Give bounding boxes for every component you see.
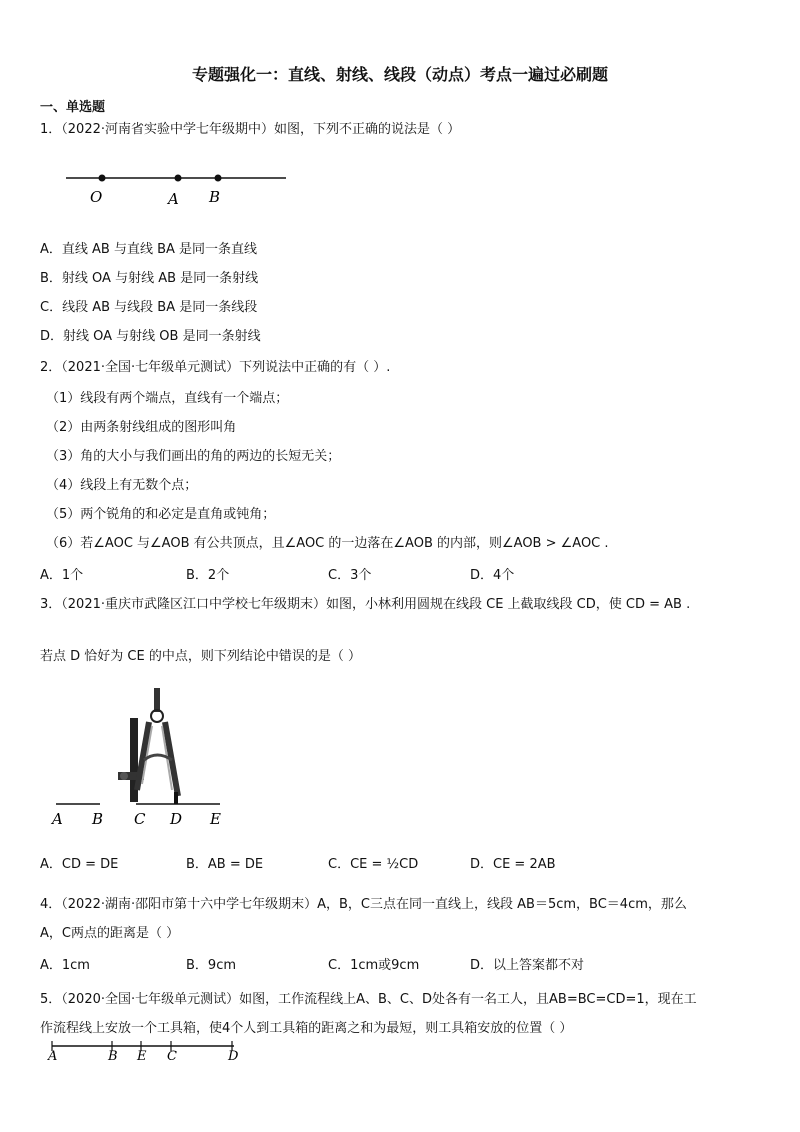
q5-label-d: D xyxy=(228,1049,239,1064)
q5-label-a: A xyxy=(48,1049,58,1064)
q5-stem-2: 作流程线上安放一个工具箱，使4个人到工具箱的距离之和为最短，则工具箱安放的位置（ ） xyxy=(40,1021,573,1036)
q4-option-c: C．1cm或9cm xyxy=(328,958,420,973)
q3-stem-2: 若点 D 恰好为 CE 的中点，则下列结论中错误的是（ ） xyxy=(40,649,361,664)
q2-item-1: （1）线段有两个端点，直线有一个端点； xyxy=(46,391,289,406)
q1-option-b: B．射线 OA 与射线 AB 是同一条射线 xyxy=(40,271,259,286)
q2-option-b: B．2个 xyxy=(186,568,230,583)
q2-option-d: D．4个 xyxy=(470,568,515,583)
q3-option-d: D．CE = 2AB xyxy=(470,857,556,872)
q3-label-d: D xyxy=(170,810,183,828)
q1-label-b: B xyxy=(209,188,221,206)
q1-option-d: D．射线 OA 与射线 OB 是同一条射线 xyxy=(40,329,261,344)
q2-item-3: （3）角的大小与我们画出的角的两边的长短无关； xyxy=(46,449,341,464)
q1-figure xyxy=(60,160,300,210)
q2-option-a: A．1个 xyxy=(40,568,84,583)
q2-item-6: （6）若∠AOC 与∠AOB 有公共顶点，且∠AOC 的一边落在∠AOB 的内部，则∠AOB > ∠AOC . xyxy=(46,536,609,551)
q3-label-c: C xyxy=(134,810,146,828)
q1-point-o xyxy=(99,175,106,182)
q2-item-4: （4）线段上有无数个点； xyxy=(46,478,198,493)
q1-label-o: O xyxy=(90,188,103,206)
q3-stem: 3．（2021·重庆市武隆区江口中学校七年级期末）如图，小林利用圆规在线段 CE 上截取线段 CD，使 CD = AB . xyxy=(40,597,691,612)
q4-option-b: B．9cm xyxy=(186,958,237,973)
q3-figure xyxy=(44,680,234,830)
q5-figure xyxy=(44,1038,244,1066)
q1-option-a: A．直线 AB 与直线 BA 是同一条直线 xyxy=(40,242,258,257)
q1-point-b xyxy=(215,175,222,182)
compass-icon xyxy=(118,688,178,804)
q5-stem: 5．（2020·全国·七年级单元测试）如图，工作流程线上A、B、C、D处各有一名工人，且AB=BC=CD=1，现在工 xyxy=(40,992,697,1007)
q3-option-c: C．CE = ½CD xyxy=(328,857,419,872)
q1-label-a: A xyxy=(168,190,179,208)
q3-label-e: E xyxy=(210,810,221,828)
q3-option-a: A．CD = DE xyxy=(40,857,119,872)
q1-stem: 1．（2022·河南省实验中学七年级期中）如图，下列不正确的说法是（ ） xyxy=(40,122,461,137)
q3-label-b: B xyxy=(92,810,104,828)
q1-point-a xyxy=(175,175,182,182)
q4-option-d: D．以上答案都不对 xyxy=(470,958,585,973)
q2-item-5: （5）两个锐角的和必定是直角或钝角； xyxy=(46,507,276,522)
page-title: 专题强化一：直线、射线、线段（动点）考点一遍过必刷题 xyxy=(191,65,608,84)
q2-stem: 2．（2021·全国·七年级单元测试）下列说法中正确的有（ ）. xyxy=(40,360,391,375)
q1-option-c: C．线段 AB 与线段 BA 是同一条线段 xyxy=(40,300,258,315)
section-heading: 一、单选题 xyxy=(40,100,106,115)
q5-label-c: C xyxy=(167,1049,177,1064)
q4-stem: 4．（2022·湖南·邵阳市第十六中学七年级期末）A，B，C三点在同一直线上，线段 AB＝5cm，BC＝4cm，那么 xyxy=(40,897,687,912)
q4-stem-2: A，C两点的距离是（ ） xyxy=(40,926,180,941)
q5-label-e: E xyxy=(137,1049,147,1064)
q4-option-a: A．1cm xyxy=(40,958,90,973)
q5-label-b: B xyxy=(108,1049,118,1064)
q2-option-c: C．3个 xyxy=(328,568,372,583)
q3-option-b: B．AB = DE xyxy=(186,857,264,872)
q2-item-2: （2）由两条射线组成的图形叫角 xyxy=(46,420,237,435)
q3-label-a: A xyxy=(52,810,63,828)
